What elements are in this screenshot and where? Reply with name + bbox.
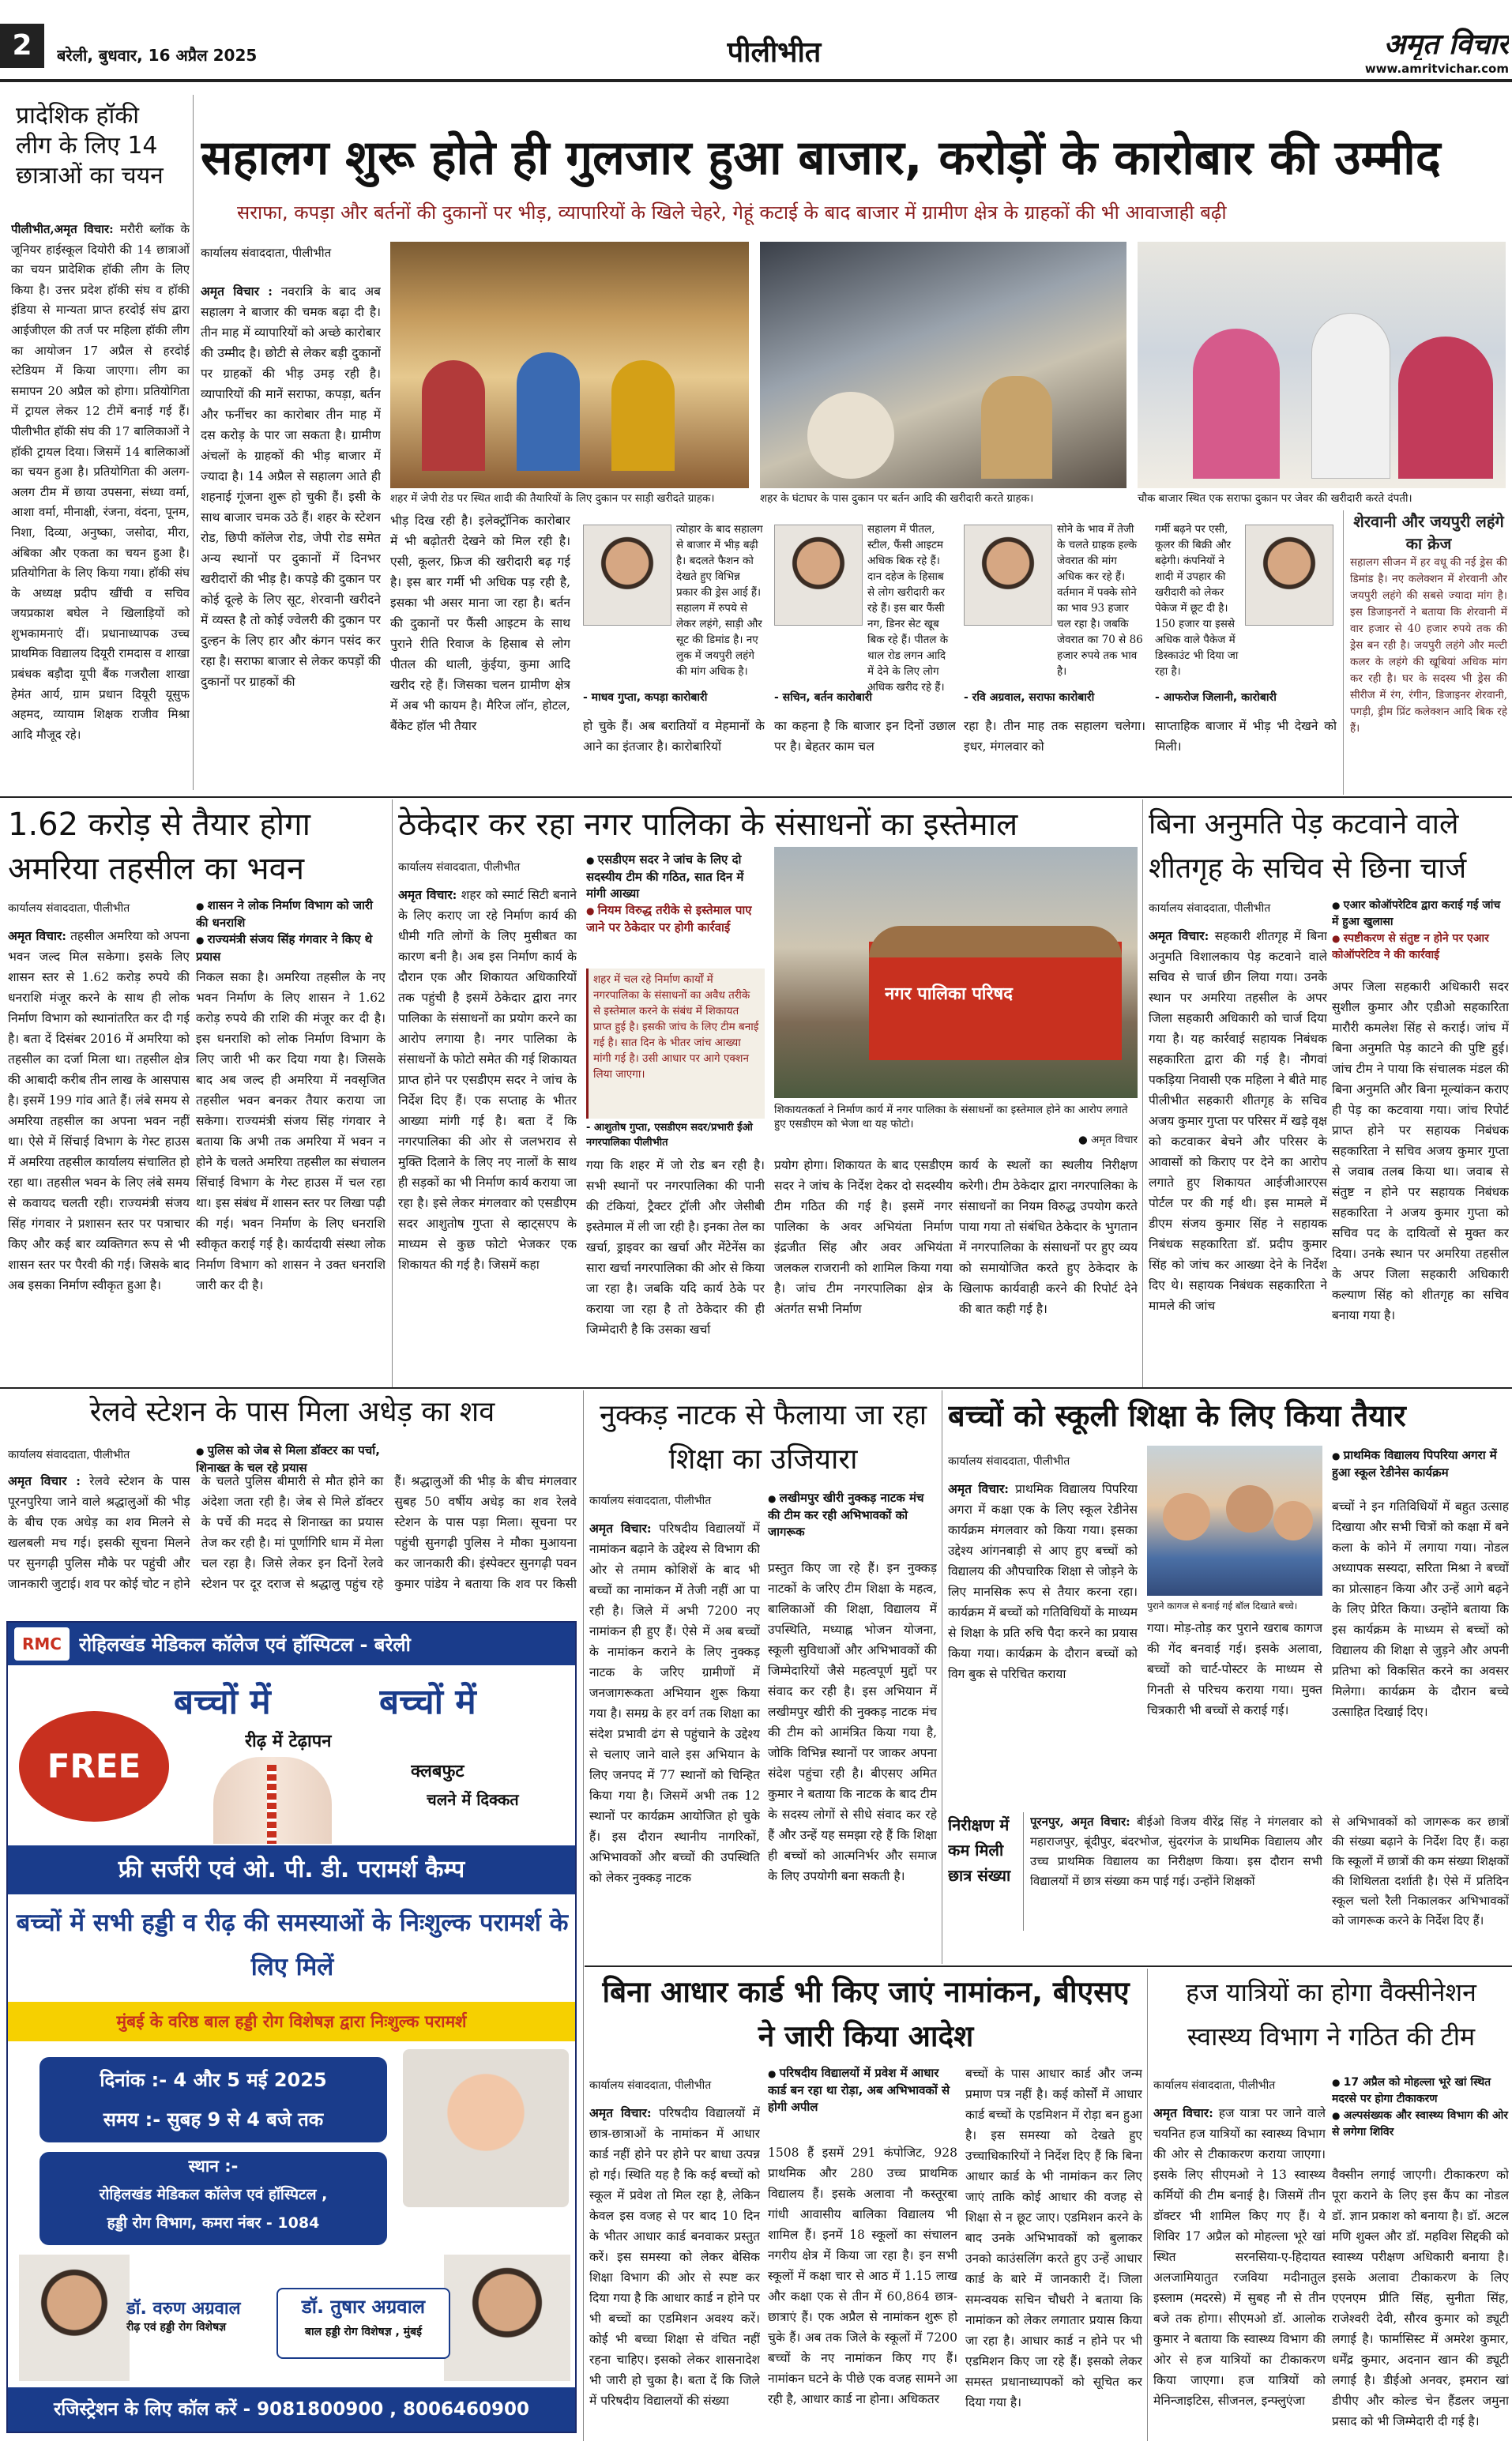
ad-time: समय :- सुबह 9 से 4 बजे तक	[103, 2108, 324, 2131]
quote-ravi-name: - रवि अग्रवाल, सराफा कारोबारी	[964, 691, 1095, 704]
lead-col3: हो चुके हैं। अब बरातियों व मेहमानों के आने का इंतजार है। कारोबारियों	[583, 719, 765, 754]
tree-col1-text: सहकारी शीतगृह में बिना अनुमति विशालकाय पेड़ कटवाने वाले सचिव से चार्ज छीन लिया गया। उनके स्थान पर अमरिया तहसील के अपर जिला सहकारी अधिकारी को चार्ज दिया गया है। यह कार्रवाई सहायक निबंधक सहकारिता द्वारा की गई है। नौगवां पकड़िया निवासी एक महिला ने बीते माह पीलीभीत सहकारी शीतगृह के सचिव अजय कुमार गुप्ता पर परिसर में खड़े वृक्ष को कटवाकर बेचने और परिसर के आवासों को किराए पर देने का आरोप लगाते हुए शिकायत आईजीआरएस पोर्टल पर की गई थी। इस मामले में डीएम संजय कुमार सिंह ने सहायक निबंधक सहकारिता डॉ. प्रदीप कुमार सिंह को जांच कर आख्या देने के निर्देश दिए थे। सहायक निबंधक सहकारिता ने मामले की जांच	[1149, 929, 1327, 1313]
ad-doctor2-title: बाल हड्डी रोग विशेषज्ञ , मुंबई	[305, 2326, 422, 2338]
aadhaar-col1-text: परिषदीय विद्यालयों में छात्र-छात्राओं के नामांकन में आधार कार्ड नहीं होने पर होने पर बाधा उत्पन्न हो गई। स्थिति यह है कि कई बच्चों को स्कूल में प्रवेश तो मिल रहा है, लेकिन केवल इस वजह से पर बाद 10 दिन के भीतर आधार कार्ड बनवाकर प्रस्तुत करें। इस समस्या को लेकर बेसिक शिक्षा विभाग की ओर से स्पष्ट कर दिया गया है कि आधार कार्ड न होने पर भी बच्चों का एडमिशन अवश्य करें। कोई भी बच्चा शिक्षा से वंचित नहीं रहना चाहिए। इसको लेकर शासनादेश भी जारी हो चुका है। बता दें कि जिले में परिषदीय विद्यालयों की संख्या	[589, 2106, 760, 2408]
amariya-col1-text: तहसील अमरिया को अपना भवन जल्द मिल सकेगा। इसके लिए शासन स्तर से 1.62 करोड़ रुपये की धनराशि मंजूर करने के साथ ही लोक निर्माण विभाग को स्थानांतरित कर दी गई है। बता दें दिसंबर 2016 में अमरिया को तहसील का दर्जा मिला था। तहसील क्षेत्र की आबादी करीब तीन लाख के आसपास है। इसमें 199 गांव आते हैं। लंबे समय से अमरिया तहसील का अपना भवन नहीं था। ऐसे में सिंचाई विभाग के गेस्ट हाउस में अमरिया तहसील कार्यालय संचालित हो रहा था। तहसील भवन के लिए लंबे समय से कवायद चलती रही। राज्यमंत्री संजय सिंह गंगवार ने प्रशासन स्तर पर पत्राचार किए और कई बार व्यक्तिगत रूप से भी शासन स्तर पर पैरवी की गई। जिसके बाद अब इसका निर्माण स्वीकृत हुआ है।	[8, 929, 190, 1292]
contractor-quote-name: - आशुतोष गुप्ता, एसडीएम सदर/प्रभारी ईओ नगरपालिका पीलीभीत	[586, 1122, 753, 1149]
contractor-col2: गया कि शहर में जो रोड बन रही है। सभी स्थानों पर नगरपालिका की पानी की टंकियां, ट्रैक्टर ट्रॉली और जेसीबी इस्तेमाल में ली जा रही है। इनका तेल का खर्चा, ड्राइवर का खर्चा और मेंटेनेंस का सारा खर्चा नगरपालिका की ओर से किया जा रहा है। जबकि यदि कार्य ठेके पर कराया जा रहा है तो ठेकेदार की ही जिम्मेदारी है कि उसका खर्चा	[586, 1158, 765, 1337]
contractor-photo-caption: शिकायतकर्ता ने निर्माण कार्य में नगर पालिका के संसाधनों का इस्तेमाल होने का आरोप लगाते हुए एसडीएम को भेजा था यह फोटो।	[774, 1104, 1128, 1130]
school-dateline: अमृत विचार:	[948, 1481, 1010, 1496]
ad-doctor2-box	[276, 2288, 450, 2359]
contractor-bullet-2: ● नियम विरुद्ध तरीके से इस्तेमाल पाए जाने पर ठेकेदार पर होगी कार्रवाई	[586, 902, 765, 936]
school-headline: बच्चों को स्कूली शिक्षा के लिए किया तैयार	[948, 1398, 1406, 1433]
ad-baby-photo	[403, 2049, 569, 2207]
lead-dateline: अमृत विचार :	[201, 284, 273, 299]
ad-venue-box	[39, 2152, 387, 2245]
col-rule-aadhaar	[1147, 1969, 1148, 2441]
inspection-title: निरीक्षण में कम मिली छात्र संख्या	[948, 1812, 1024, 1931]
school-col2: गया। मोड़-तोड़ कर पुराने खराब कागज की गेंद बनवाई गई। इसके अलावा, बच्चों को चार्ट-पोस्टर के माध्यम से गिनती से परिचय कराया गया। मुक्त चित्रकारी भी बच्चों से कराई गई।	[1147, 1621, 1322, 1717]
tree-dateline: अमृत विचार:	[1149, 928, 1209, 943]
page-number: 2	[0, 24, 44, 68]
amariya-bullets	[196, 897, 389, 964]
quote-photo-afroz	[1245, 525, 1333, 626]
col-rule-ad	[583, 1390, 584, 2441]
aadhaar-bullet-box	[768, 2065, 957, 2139]
street-col1-text: परिषदीय विद्यालयों में नामांकन बढ़ाने के उद्देश्य से विभाग की ओर से तमाम कोशिशें के बाद भी बच्चों का नामांकन में तेजी नहीं आ पा रही है। जिले में अभी 7200 नए नामांकन ही हुए हैं। ऐसे में अब बच्चों के नामांकन कराने के लिए नुक्कड़ नाटक के जरिए ग्रामीणों में जनजागरूकता अभियान शुरू किया गया है। समग्र के हर वर्ग तक शिक्षा का संदेश प्रभावी ढंग से पहुंचाने के उद्देश्य से चलाए जाने वाले इस अभियान के लिए जनपद में 77 स्थानों को चिन्हित किया गया है। जिसमें अभी तक 12 स्थानों पर कार्यक्रम आयोजित हो चुके हैं। इस दौरान स्थानीय नागरिकों, अभिभावकों और बच्चों की उपस्थिति को लेकर नुक्कड़ नाटक	[589, 1522, 760, 1885]
railway-bullet: ● पुलिस को जेब से मिला डॉक्टर का पर्चा, शिनाख्त के चल रहे प्रयास	[196, 1443, 382, 1476]
vaccine-bullet-2: ● अल्पसंख्यक और स्वास्थ्य विभाग की ओर से लगेगा शिविर	[1332, 2108, 1509, 2141]
ad-doctor2-name: डॉ. तुषार अग्रवाल	[301, 2296, 426, 2318]
col-rule-contractor	[1142, 799, 1143, 1387]
hockey-headline: प्रादेशिक हॉकी लीग के लिए 14 छात्राओं का चयन	[16, 102, 164, 190]
ad-doctor2-photo	[444, 2255, 570, 2381]
ad-line1a: बच्चों में	[174, 1682, 271, 1722]
ad-place-label: स्थान :-	[188, 2157, 239, 2176]
railway-text: रेलवे स्टेशन के पास पूरनपुरिया जाने वाले श्रद्धालुओं की भीड़ के बीच एक अधेड़ का शव मिलने से खलबली मच गई। इसकी सूचना मिलने पर सुनगढ़ी पुलिस मौके पर पहुंची और जानकारी जुटाई। शव पर कोई चोट न होने के चलते पुलिस बीमारी से मौत होने का अंदेशा जता रही है। जेब से मिले डॉक्टर के पर्चे की मदद से शिनाख्त का प्रयास तेज कर रही है। मां पूर्णागिरि धाम में मेला चल रहा है। जिसे लेकर इन दिनों रेलवे स्टेशन पर दूर दराज से श्रद्धालु पहुंच रहे हैं। श्रद्धालुओं की भीड़ के बीच मंगलवार सुबह 50 वर्षीय अधेड़ का शव रेलवे स्टेशन के पास पड़ा मिला। सूचना पर पहुंची सुनगढ़ी पुलिस ने मौका मुआयना कर जानकारी की। इंस्पेक्टर सुनगढ़ी पवन कुमार पांडेय ने बताया कि शव पर किसी	[8, 1474, 577, 1591]
col-rule-hockey	[193, 95, 194, 790]
amariya-bullet-1: ● शासन ने लोक निर्माण विभाग को जारी की धनराशि	[196, 897, 389, 931]
school-photo-caption: पुराने कागज से बनाई गई बॉल दिखाते बच्चे।	[1147, 1601, 1298, 1612]
lead-col1	[201, 281, 381, 793]
ad-registration-text: रजिस्ट्रेशन के लिए कॉल करें - 9081800900 , 8006460900	[53, 2399, 529, 2420]
rule-row2	[0, 1387, 1512, 1389]
contractor-dateline: अमृत विचार:	[398, 887, 457, 902]
street-headline: नुक्कड़ नाटक से फैलाया जा रहा शिक्षा का उजियारा	[599, 1399, 927, 1476]
ad-place2: हड्डी रोग विभाग, कमरा नंबर - 1084	[107, 2214, 320, 2232]
tree-bullet-2: ● स्पष्टीकरण से संतुष्ट न होने पर एआर कोऑपरेटिव ने की कार्रवाई	[1332, 931, 1509, 964]
inspection-text: बीईओ विजय वीरेंद्र सिंह ने मंगलवार को महाराजपुर, बूंदीपुर, बंदरभोज, सुंदरगंज के प्राथमिक विद्यालय और उच्च प्राथमिक विद्यालय का निरीक्षण किया। इस दौरान सभी विद्यालयों में छात्र संख्या कम पाई गई। उन्होंने शिक्षकों	[1030, 1815, 1322, 1888]
rule-row3	[585, 1965, 1512, 1967]
ad-schedule-box	[39, 2057, 387, 2142]
lead-col4: का कहना है कि बाजार इन दिनों उछाल पर है। बेहतर काम चल	[774, 719, 956, 754]
school-byline: कार्यालय संवाददाता, पीलीभीत	[948, 1455, 1070, 1468]
lead-photo-caption-1: शहर में जेपी रोड पर स्थित शादी की तैयारियों के लिए दुकान पर साड़ी खरीदते ग्राहक।	[390, 492, 715, 505]
ad-line2c: चलने में दिक्कत	[427, 1790, 519, 1809]
school-bullet-box	[1332, 1447, 1509, 1495]
lead-col5: रहा है। तीन माह तक सहालग चलेगा। इधर, मंगलवार को	[964, 719, 1145, 754]
sidebar-title: शेरवानी और जयपुरी लहंगे का क्रेज	[1353, 512, 1504, 553]
quote-sachin-text: सहालग में पीतल, स्टील, फैंसी आइटम अधिक बिक रहे हैं। दान दहेज के हिसाब से लोग खरीदारी कर रहे हैं। इस बार फैंसी नग, डिनर सेट खूब बिक रहे हैं। पीतल के थाल रोड लगन आदि में देने के लिए लोग अधिक खरीद रहे हैं।	[867, 523, 949, 694]
inspection-col1	[1030, 1725, 1322, 1961]
tree-col2: अपर जिला सहकारी अधिकारी सदर सुशील कुमार और एडीओ सहकारिता मारौरी कमलेश सिंह से कराई। जांच में बिना अनुमति पेड़ काटने की पुष्टि हुई। जांच टीम ने पाया कि संचालक मंडल की बिना अनुमति और बिना मूल्यांकन कराए ही पेड़ का कटवाया गया। जांच रिपोर्ट प्राप्त होने पर सहायक निबंधक सहकारिता ने सचिव अजय कुमार गुप्ता से जवाब तलब किया था। जवाब से संतुष्ट न होने पर सहायक निबंधक सहकारिता ने अजय कुमार गुप्ता को सचिव पद के दायित्वों से मुक्त कर दिया। उनके स्थान पर अमरिया तहसील के अपर जिला सहकारी अधिकारी कल्याण सिंह को शीतगृह का सचिव बनाया गया है।	[1332, 980, 1509, 1322]
amariya-bullet-2: ● राज्यमंत्री संजय सिंह गंगवार ने किए थे प्रयास	[196, 931, 389, 964]
tree-col1	[1149, 926, 1327, 1384]
truck-text: नगर पालिका परिषद	[885, 984, 1013, 1004]
street-byline: कार्यालय संवाददाता, पीलीभीत	[589, 1495, 712, 1507]
ad-camp-bar	[8, 1845, 575, 1894]
lead-headline: सहालग शुरू होते ही गुलजार हुआ बाजार, करोड़ों के कारोबार की उम्मीद	[201, 130, 1441, 186]
street-dateline: अमृत विचार:	[589, 1521, 652, 1536]
tree-bullet-1: ● एआर कोऑपरेटिव द्वारा कराई गई जांच में हुआ खुलासा	[1332, 897, 1509, 931]
contractor-photo-credit: ● अमृत विचार	[1078, 1134, 1138, 1146]
ad-registration-bar	[8, 2387, 575, 2432]
contractor-bullets	[586, 852, 765, 962]
amariya-headline: 1.62 करोड़ से तैयार होगा अमरिया तहसील का भवन	[8, 807, 311, 887]
rule-row1	[0, 796, 1512, 798]
vaccine-col1	[1153, 2103, 1326, 2438]
aadhaar-byline: कार्यालय संवाददाता, पीलीभीत	[589, 2079, 712, 2092]
section-name: पीलीभीत	[727, 36, 822, 69]
website: www.amritvichar.com	[1364, 62, 1509, 76]
vaccine-col2: वैक्सीन लगाई जाएगी। टीकाकरण को पूरा कराने के लिए इस कैंप का नोडल डॉ. ज्ञान प्रकाश को बनाया है। डॉ. अटल मणि शुक्ल और डॉ. महविश सिद्दकी को स्वास्थ्य परीक्षण अधिकारी बनाया है। इसके अलावा टीकाकरण के लिए एएनएम प्रीति सिंह, सुनीता सिंह, राजेश्वरी देवी, सौरव कुमार को ड्यूटी लगाई है। फार्मासिस्ट में अमरेश कुमार, धर्मेंद्र कुमार, अदनान खान की ड्यूटी लगाई है। डीईओ अनवर, इमरान खां डीपीए और कोल्ड चेन हैंडलर जमुना प्रसाद को भी जिम्मेदारी दी गई है।	[1332, 2168, 1509, 2428]
lead-col1-text: नवरात्रि के बाद अब सहालग ने बाजार की चमक बढ़ा दी है। तीन माह में व्यापारियों को अच्छे कारोबार की उम्मीद है। छोटी से लेकर बड़ी दुकानों पर ग्राहकों की भीड़ उमड़ रही है। व्यापारियों की मानें सराफा, कपड़ा, बर्तन और फर्नीचर का कारोबार तीन माह में दस करोड़ के पार जा सकता है। ग्रामीण अंचलों के ग्राहकों की भीड़ बाजार में ज्यादा है। 14 अप्रैल से सहालग आते ही शहनाई गूंजना शुरू हो चुकी हैं। इसी के साथ बाजार चमक उठे हैं। शहर के स्टेशन रोड, छिपी कॉलेज रोड, जेपी रोड समेत अन्य स्थानों पर दुकानों में दिनभर खरीदारों की भीड़ है। कपड़े की दुकान पर कोई दूल्हे के लिए सूट, शेरवानी खरीदने में व्यस्त है तो कोई ज्वेलरी की दुकान पर दुल्हन के लिए हार और कंगन पसंद कर रहा है। सराफा बाजार से लेकर कपड़ों की दुकानों पर ग्राहकों की	[201, 284, 381, 689]
ad-mumbai-bar	[8, 2002, 575, 2041]
ad-message: बच्चों में सभी हड्डी व रीढ़ की समस्याओं के निःशुल्क परामर्श के लिए मिलें	[16, 1909, 569, 1981]
vaccine-headline: हज यात्रियों का होगा वैक्सीनेशन स्वास्थ्य विभाग ने गठित की टीम	[1186, 1977, 1476, 2052]
vaccine-bullet-1: ● 17 अप्रैल को मोहल्ला भूरे खां स्थित मदरसे पर होगा टीकाकरण	[1332, 2074, 1509, 2108]
contractor-byline: कार्यालय संवाददाता, पीलीभीत	[398, 861, 521, 874]
vaccine-col1-text: हज यात्रा पर जाने वाले चयनित हज यात्रियों का स्वास्थ्य विभाग की ओर से टीकाकरण कराया जाएगा। इसके लिए सीएमओ ने 13 स्वास्थ्य कर्मियों की टीम बनाई है। जिसमें तीन डॉक्टर भी शामिल किए गए हैं। ये शिविर 17 अप्रैल को मोहल्ला भूरे खां स्थित सरनसिया-ए-हिदायत अलजामियातुत रजविया मदीनातुल इस्लाम (मदरसे) में सुबह नौ से तीन बजे तक होगा। सीएमओ डॉ. आलोक कुमार ने बताया कि स्वास्थ्य विभाग की ओर से हज यात्रियों का टीकाकरण किया जाएगा। हज यात्रियों को मेनिन्जाइटिस, सीजनल, इन्फ्लुएंजा	[1153, 2106, 1326, 2408]
ad-place1: रोहिलखंड मेडिकल कॉलेज एवं हॉस्पिटल ,	[99, 2186, 328, 2203]
railway-headline: रेलवे स्टेशन के पास मिला अधेड़ का शव	[89, 1396, 495, 1428]
aadhaar-bullet: ● परिषदीय विद्यालयों में प्रवेश में आधार कार्ड बन रहा था रोड़ा, अब अभिभावकों से होगी अपील	[768, 2065, 957, 2116]
ad-line2a: रीढ़ में टेढ़ापन	[245, 1732, 332, 1751]
contractor-headline: ठेकेदार कर रहा नगर पालिका के संसाधनों का इस्तेमाल	[398, 807, 1018, 843]
ad-free-badge	[19, 1711, 169, 1822]
ad-doctor1-photo	[19, 2255, 130, 2381]
quote-ravi-text: सोने के भाव में तेजी के चलते ग्राहक हल्के जेवरात की मांग अधिक कर रहे हैं। वर्तमान में पक्के सोने का भाव 93 हजार चल रहा है। जबकि जेवरात का 70 से 86 हजार रुपये तक भाव है।	[1057, 523, 1143, 678]
quote-photo-sachin	[774, 525, 863, 626]
hockey-dateline: पीलीभीत,अमृत विचार:	[11, 222, 114, 236]
aadhaar-col2: 1508 हैं इसमें 291 कंपोजिट, 928 प्राथमिक और 280 उच्च प्राथमिक विद्यालय हैं। इसके अलावा नौ कस्तूरबा गांधी आवासीय बालिका विद्यालय भी शामिल हैं। इनमें 18 स्कूलों का संचालन नगरीय क्षेत्र में किया जा रहा है। इन सभी स्कूलों में कक्षा चार से आठ में 1.15 लाख और कक्षा एक से तीन में 60,864 छात्र-छात्राएं हैं। एक अप्रैल से नामांकन शुरू हो चुके हैं। अब तक जिले के स्कूलों में 7200 बच्चों के नए नामांकन किए गए हैं। नामांकन घटने के पीछे एक वजह सामने आ रही है, आधार कार्ड ना होना। अधिकतर	[768, 2146, 957, 2406]
sidebar-body: सहालग सीजन में हर वधू की नई ड्रेस की डिमांड है। नए कलेक्शन में शेरवानी और जयपुरी लहंगे की सबसे ज्यादा मांग है। इस डिजाइनरों ने बताया कि शेरवानी में वार हजार से 40 हजार रुपये तक की ड्रेस बन रही है। जयपुरी लहंगे और मल्टी कलर के लहंगे की खूबियां अधिक मांग कर रही है। घर के सदस्य भी ड्रेस की सीरीज में रंग, रंगीन, डिजाइनर शेरवानी, पगड़ी, ड्रीम प्रिंट कलेक्शन आदि बिक रहे हैं।	[1350, 556, 1507, 735]
lead-col2: भीड़ दिख रही है। इलेक्ट्रॉनिक कारोबार में भी बढ़ोतरी देखने को मिल रही है। एसी, कूलर, फ्रिज की खरीदारी बढ़ गई है। इस बार गर्मी भी अधिक पड़ रही है, इसका भी असर माना जा रहा है। बर्तन की दुकानों पर फैंसी आइटम के साथ पुराने रीति रिवाज के हिसाब से लोग पीतल की थाली, कुंईया, कुमा आदि खरीद रहे हैं। जिसका चलन ग्रामीण क्षेत्र में अब भी कायम है। मैरिज लॉन, होटल, बैंकेट हॉल भी तैयार	[390, 513, 570, 733]
vaccine-byline: कार्यालय संवाददाता, पीलीभीत	[1153, 2079, 1276, 2092]
tree-bullets	[1332, 897, 1509, 973]
street-bullet: ● लखीमपुर खीरी नुक्कड़ नाटक मंच की टीम कर रही अभिभावकों को जागरूक	[768, 1490, 937, 1540]
quote-sachin-name: - सचिन, बर्तन कारोबारी	[774, 691, 872, 704]
street-col2: प्रस्तुत किए जा रहे हैं। इन नुक्कड़ नाटकों के जरिए टीम शिक्षा के महत्व, बालिकाओं की शिक्षा, विद्यालय में उपस्थिति, मध्याह्न भोजन योजना, स्कूली सुविधाओं और अभिभावकों की जिम्मेदारियों जैसे महत्वपूर्ण मुद्दों पर संवाद कर रही है। इस अभियान में लखीमपुर खीरी की नुक्कड़ नाटक मंच की टीम को आमंत्रित किया गया है, जोकि विभिन्न स्थानों पर जाकर अपना संदेश पहुंचा रही है। बीएसए अमित कुमार ने बताया कि नाटक के बाद टीम के सदस्य लोगों से सीधे संवाद कर रहे हैं और उन्हें यह समझा रहे हैं कि शिक्षा ही बच्चों को आत्मनिर्भर और समाज के लिए उपयोगी बना सकती है।	[768, 1561, 937, 1883]
ad-doctor1-title: रीढ़ एवं हड्डी रोग विशेषज्ञ	[126, 2321, 227, 2334]
aadhaar-col1	[589, 2103, 760, 2438]
lead-photo-jewellery-shop	[1138, 242, 1506, 488]
contractor-col4: कार्य के स्थलों का स्थलीय निरीक्षण करेगी। टीम ठेकेदार द्वारा नगरपालिका के संसाधनों का नियम विरुद्ध उपयोग करते पाया गया तो संबंधित ठेकेदार के भुगतान में नगरपालिका के संसाधनों पर हुए व्यय को समायोजित करते हुए ठेकेदार के खिलाफ कार्यवाही करने की रिपोर्ट देने की बात कही गई है।	[959, 1158, 1138, 1316]
lead-col6: साप्ताहिक बाजार में भीड़ भी देखने को मिली।	[1155, 719, 1337, 754]
aadhaar-dateline: अमृत विचार:	[589, 2105, 652, 2120]
ad-camp-text: फ्री सर्जरी एवं ओ. पी. डी. परामर्श कैम्प	[118, 1856, 465, 1883]
tree-byline: कार्यालय संवाददाता, पीलीभीत	[1149, 902, 1271, 915]
street-col1	[589, 1518, 760, 1961]
vaccine-dateline: अमृत विचार:	[1153, 2105, 1213, 2120]
hospital-ad	[6, 1621, 577, 2433]
ad-logo: RMC	[14, 1627, 70, 1661]
quote-photo-madhav	[583, 525, 671, 626]
hockey-body	[11, 220, 190, 788]
inspection-col2: से अभिभावकों को जागरूक कर छात्रों की संख्या बढ़ाने के निर्देश दिए हैं। कहा कि स्कूलों में छात्रों की कम संख्या शिक्षकों की शिथिलता दर्शाती है। ऐसे में प्रतिदिन स्कूल चलो रैली निकालकर अभिभावकों को जागरूक करने के निर्देश दिए हैं।	[1332, 1815, 1509, 1928]
street-bullet-box	[768, 1490, 937, 1553]
contractor-photo-truck	[774, 847, 1138, 1098]
amariya-dateline: अमृत विचार:	[8, 928, 67, 943]
lead-byline: कार्यालय संवाददाता, पीलीभीत	[201, 246, 332, 260]
aadhaar-headline: बिना आधार कार्ड भी किए जाएं नामांकन, बीएसए ने जारी किया आदेश	[602, 1975, 1130, 2053]
railway-dateline: अमृत विचार :	[8, 1473, 81, 1488]
quote-madhav-name: - माधव गुप्ता, कपड़ा कारोबारी	[583, 691, 708, 704]
lead-photo-caption-3: चौक बाजार स्थित एक सराफा दुकान पर जेवर की खरीदारी करते दंपती।	[1138, 492, 1412, 505]
contractor-bullet-1: ● एसडीएम सदर ने जांच के लिए दो सदस्यीय टीम की गठित, सात दिन में मांगी आख्या	[586, 852, 765, 902]
ad-banner	[8, 1623, 575, 1665]
vaccine-bullets	[1332, 2074, 1509, 2163]
contractor-quote-text: शहर में चल रहे निर्माण कार्यों में नगरपालिका के संसाधनों का अवैध तरीके से इस्तेमाल करने के संबंध में शिकायत प्राप्त हुई है। इसकी जांच के लिए टीम बनाई गई है। सात दिन के भीतर जांच आख्या मांगी गई है। उसी आधार पर आगे एक्शन लिया जाएगा।	[593, 973, 759, 1081]
quote-afroz-name: - आफरोज जिलानी, कारोबारी	[1155, 691, 1277, 704]
lead-subhead: सराफा, कपड़ा और बर्तनों की दुकानों पर भीड़, व्यापारियों के खिले चेहरे, गेहूं कटाई के बाद बाजार में ग्रामीण क्षेत्र के ग्राहकों की भी आवाजाही बढ़ी	[237, 201, 1227, 224]
tree-headline: बिना अनुमति पेड़ कटवाने वाले शीतगृह के सचिव से छिना चार्ज	[1149, 808, 1467, 885]
lead-photo-utensil-shop	[760, 242, 1126, 488]
railway-byline: कार्यालय संवाददाता, पीलीभीत	[8, 1449, 130, 1461]
ad-spine-illustration	[213, 1757, 332, 1844]
col-rule-amariya	[392, 799, 393, 1387]
ad-line1b: बच्चों में	[379, 1682, 476, 1722]
hockey-text: मरौरी ब्लॉक के जूनियर हाईस्कूल दियोरी की 14 छात्राओं का चयन प्रादेशिक हॉकी लीग के लिए किया है। उत्तर प्रदेश हॉकी संघ व हॉकी इंडिया से मान्यता प्राप्त हरदोई संघ द्वारा आईजीएल की तर्ज पर महिला हॉकी लीग का आयोजन 17 अप्रैल से हरदोई स्टेडियम में किया जाएगा। लीग का समापन 20 अप्रैल को होगा। प्रतियोगिता में ट्रायल लेकर 12 टीमें बनाई गई हैं। पीलीभीत हॉकी संघ की 17 बालिकाओं ने हॉकी ट्रायल दिया। जिसमें 14 बालिकाओं का चयन हुआ है। प्रतियोगिता की अलग-अलग टीम में छाया उपसना, संध्या वर्मा, आशा वर्मा, मीनाक्षी, रंजना, वंदना, पूनम, निशा, दिव्या, अनुष्का, जसोदा, मीरा, अंबिका और एकता का चयन हुआ है। प्रतियोगिता के लिए किया गया। हॉकी संघ के अध्यक्ष प्रदीप खींची व सचिव जयप्रकाश बघेल ने खिलाड़ियों को शुभकामनाएं दीं। प्रधानाध्यापक उच्च प्राथमिक विद्यालय दियूरी रामदास व शाखा प्रबंधक बड़ौदा यूपी बैंक गजरौला शाखा हेमंत आर्य, ग्राम प्रधान दियूरी यूसुफ अहमद, व्यायाम शिक्षक राजीव मिश्रा आदि मौजूद रहे।	[11, 222, 190, 742]
contractor-col1	[398, 885, 577, 1384]
aadhaar-col3: बच्चों के पास आधार कार्ड और जन्म प्रमाण पत्र नहीं है। कई कोर्सों में आधार कार्ड बच्चों के एडमिशन में रोड़ा बन हुआ है। इस समस्या को देखते हुए उच्चाधिकारियों ने निर्देश दिए हैं कि बिना आधार कार्ड के भी नामांकन कर लिए जाएं ताकि कोई आधार की वजह से शिक्षा से न छूट जाए। एडमिशन करने के बाद उनके अभिभावकों को बुलाकर उनको काउंसलिंग करते हुए उन्हें आधार कार्ड के बारे में जानकारी दें। जिला समन्वयक सचिन चौधरी ने बताया कि नामांकन को लेकर लगातार प्रयास किया जा रहा है। आधार कार्ड न होने पर भी एडमिशन किए जा रहे हैं। इसको लेकर समस्त प्रधानाध्यापकों को सूचित कर दिया गया है।	[965, 2067, 1142, 2409]
amariya-col1	[8, 926, 190, 1379]
dateline-masthead: बरेली, बुधवार, 16 अप्रैल 2025	[57, 46, 258, 65]
school-col1-text: प्राथमिक विद्यालय पिपरिया अगरा में कक्षा एक के लिए स्कूल रेडीनेस कार्यक्रम मंगलवार को किया गया। इसका उद्देश्य आंगनबाड़ी से आए हुए बच्चों को विद्यालय की औपचारिक शिक्षा से जोड़ने के लिए मानसिक रूप से तैयार करना रहा। कार्यक्रम में बच्चों को गतिविधियों के माध्यम से शिक्षा के प्रति रुचि पैदा करने का प्रयास किया गया। कार्यक्रम के दौरान बच्चों को विग बुक से परिचित कराया	[948, 1482, 1138, 1681]
lead-sidebar	[1343, 510, 1507, 795]
school-bullet: ● प्राथमिक विद्यालय पिपरिया अगरा में हुआ स्कूल रेडीनेस कार्यक्रम	[1332, 1447, 1509, 1481]
ad-free-text: FREE	[47, 1747, 141, 1785]
ad-doctor1-name: डॉ. वरुण अग्रवाल	[126, 2299, 241, 2319]
ad-line2b: क्लबफुट	[411, 1762, 465, 1781]
contractor-col1-text: शहर को स्मार्ट सिटी बनाने के लिए कराए जा रहे निर्माण कार्य की धीमी गति लोगों के लिए मुसीबत का कारण बनी है। अब इस निर्माण कार्य के दौरान एक और शिकायत अधिकारियों तक पहुंची है इसमें ठेकेदार द्वारा नगर पालिका के संसाधनों का प्रयोग करने का आरोप लगाया है। नगर पालिका के संसाधनों के फोटो समेत की गई शिकायत प्राप्त होने पर एसडीएम सदर ने जांच के निर्देश दिए हैं। एक सप्ताह के भीतर आख्या मांगी गई है। बता दें कि नगरपालिका की ओर से जलभराव से मुक्ति दिलाने के लिए नए नालों के साथ ही सड़कों का भी निर्माण कार्य कराया जा रहा है। इसे लेकर मंगलवार को एसडीएम सदर आशुतोष गुप्ता से व्हाट्सएप के माध्यम से कुछ फोटो भेजकर एक शिकायत की गई है। जिसमें कहा	[398, 888, 577, 1272]
ad-mumbai-text: मुंबई के वरिष्ठ बाल हड्डी रोग विशेषज्ञ द्वारा निःशुल्क परामर्श	[116, 2012, 467, 2031]
amariya-byline: कार्यालय संवाददाता, पीलीभीत	[8, 902, 130, 915]
brand-logo: अमृत विचार	[1383, 28, 1509, 60]
lead-photo-saree-shop	[390, 242, 749, 488]
contractor-quote-box	[586, 969, 765, 1119]
ad-banner-text: रोहिलखंड मेडिकल कॉलेज एवं हॉस्पिटल - बरेली	[79, 1634, 411, 1656]
school-col3: बच्चों ने इन गतिविधियों में बहुत उत्साह दिखाया और सभी चित्रों को कक्षा में बने कला के कोने में लगाया गया। नोडल अध्यापक सस्यदा, सरिता मिश्रा ने बच्चों का प्रोत्साहन किया और उन्हें आगे बढ़ने के लिए प्रेरित किया। उन्होंने बताया कि इस कार्यक्रम के माध्यम से बच्चों को विद्यालय की शिक्षा से जुड़ने और अपनी प्रतिभा को विकसित करने का अवसर मिलेगा। कार्यक्रम के दौरान बच्चे उत्साहित दिखाई दिए।	[1332, 1499, 1509, 1719]
ad-date: दिनांक :- 4 और 5 मई 2025	[100, 2069, 327, 2091]
railway-body	[8, 1471, 577, 1613]
inspection-dateline: पूरनपुर, अमृत विचार:	[1030, 1815, 1130, 1829]
quote-madhav-text: त्योहार के बाद सहालग से बाजार में भीड़ बढ़ी है। बदलते फैशन को देखते हुए विभिन्न प्रकार की ड्रेस आई हैं। सहालग में रुपये से लेकर लहंगे, साड़ी और सूट की डिमांड है। नए लुक में जयपुरी लहंगे की मांग अधिक है।	[676, 523, 763, 678]
quote-afroz-text: गर्मी बढ़ने पर एसी, कूलर की बिक्री और बढ़ेगी। कंपनियों ने शादी में उपहार की खरीदारी को लेकर पेकेज में छूट दी है। 150 हजार या इससे अधिक वाले पैकेज में डिस्काउंट भी दिया जा रहा है।	[1155, 523, 1239, 678]
lead-photo-caption-2: शहर के घंटाघर के पास दुकान पर बर्तन आदि की खरीदारी करते ग्राहक।	[760, 492, 1034, 505]
masthead-rule	[0, 79, 1512, 82]
contractor-col3: प्रयोग होगा। शिकायत के बाद एसडीएम सदर ने जांच के निर्देश देकर दो सदस्यीय टीम गठित की गई है। इसमें नगर पालिका के अवर अभियंता निर्माण इंद्रजीत सिंह और अवर अभियंता जलकल राजरानी को शामिल किया गया है। जांच टीम नगरपालिका क्षेत्र के अंतर्गत सभी निर्माण	[774, 1158, 953, 1316]
amariya-col2: निकल सका है। अमरिया तहसील के नए भवन निर्माण के लिए शासन ने 1.62 करोड़ रुपये की राशि की मंजूर कर दी है। इस धनराशि को लोक निर्माण विभाग के लिए जारी भी कर दिया गया है। जिसके बाद अब जल्द ही अमरिया में नवसृजित तहसील भवन बनकर तैयार कराया जा सकेगा। राज्यमंत्री संजय सिंह गंगवार ने बताया कि अभी तक अमरिया में भवन न होने के चलते अमरिया तहसील का संचालन सिंचाई विभाग के गेस्ट हाउस में चल रहा था। इस संबंध में शासन स्तर पर लिखा पढ़ी की गई। भवन निर्माण के लिए धनराशि स्वीकृत कराई गई है। कार्यदायी संस्था लोक निर्माण विभाग को शासन ने उक्त धनराशि जारी कर दी है।	[196, 970, 386, 1292]
quote-photo-ravi	[964, 525, 1052, 626]
ad-doctor1-box	[126, 2296, 276, 2351]
school-photo-children	[1147, 1446, 1322, 1596]
